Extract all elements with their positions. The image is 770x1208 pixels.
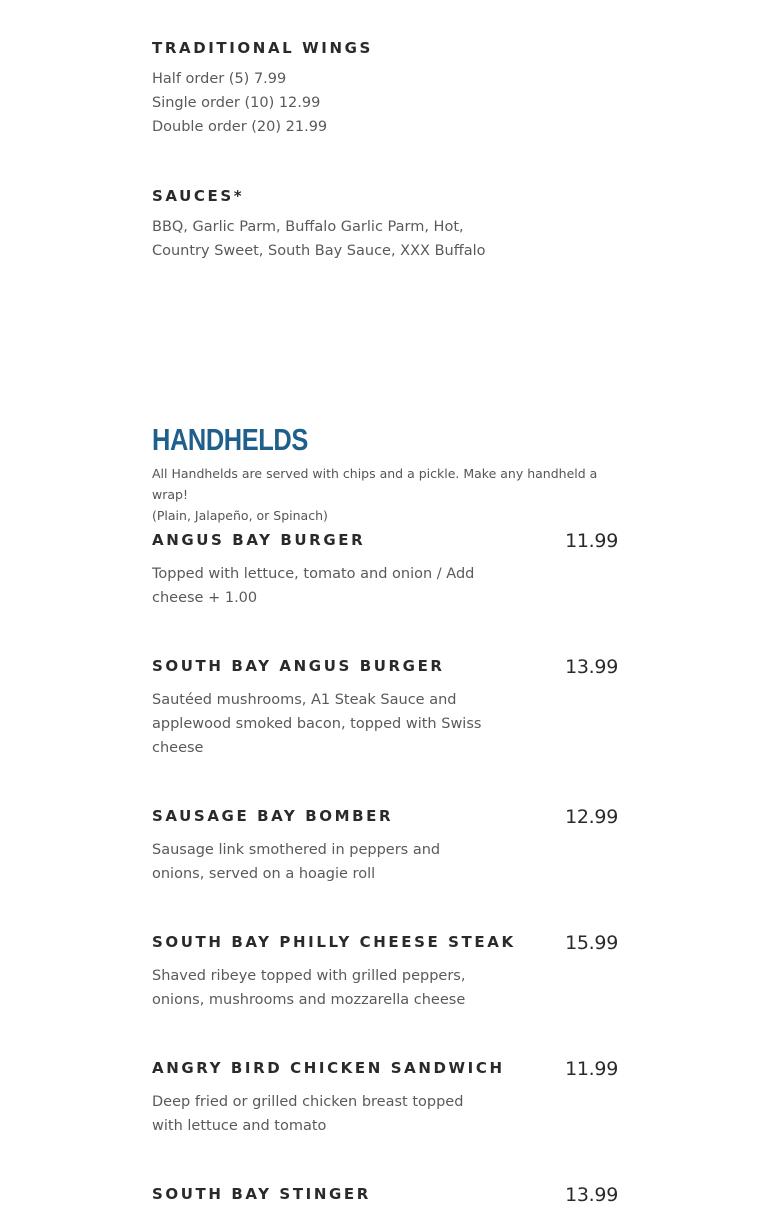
- wings-section: [152, 38, 618, 139]
- item-description: Sautéed mushrooms, A1 Steak Sauce and applewood smoked bacon, topped with Swiss cheese: [152, 692, 482, 756]
- sauces-line: BBQ, Garlic Parm, Buffalo Garlic Parm, Hot,: [152, 219, 464, 235]
- item-price: 13.99: [565, 1184, 618, 1206]
- wings-option: Half order (5) 7.99: [152, 71, 287, 87]
- item-price: 12.99: [565, 806, 618, 828]
- wings-options: [152, 67, 618, 139]
- section-note-line: All Handhelds are served with chips and a pickle. Make any handheld a wrap!: [152, 466, 598, 502]
- section-title: HANDHELDS: [152, 422, 308, 457]
- item-price: 13.99: [565, 656, 618, 678]
- item-description: Shaved ribeye topped with grilled peppers, onions, mushrooms and mozzarella cheese: [152, 968, 466, 1008]
- item-price: 11.99: [565, 1058, 618, 1080]
- item-name: SOUTH BAY ANGUS BURGER: [152, 657, 445, 675]
- sauces-line: Country Sweet, South Bay Sauce, XXX Buffalo: [152, 243, 486, 259]
- sauces-title: SAUCES*: [152, 187, 245, 205]
- wings-option: Double order (20) 21.99: [152, 119, 328, 135]
- handhelds-header: [152, 422, 618, 526]
- wings-option: Single order (10) 12.99: [152, 95, 321, 111]
- sauces-list: [152, 215, 618, 263]
- item-name: SAUSAGE BAY BOMBER: [152, 807, 394, 825]
- item-description: Topped with lettuce, tomato and onion / Add cheese + 1.00: [152, 566, 475, 606]
- item-name: SOUTH BAY PHILLY CHEESE STEAK: [152, 933, 516, 951]
- item-description: Sausage link smothered in peppers and onions, served on a hoagie roll: [152, 842, 441, 882]
- sauces-section: [152, 186, 618, 263]
- item-price: 15.99: [565, 932, 618, 954]
- wings-title: TRADITIONAL WINGS: [152, 39, 373, 57]
- item-name: SOUTH BAY STINGER: [152, 1185, 371, 1203]
- section-note: [152, 463, 618, 526]
- item-name: ANGRY BIRD CHICKEN SANDWICH: [152, 1059, 505, 1077]
- item-price: 11.99: [565, 530, 618, 552]
- section-note-line: (Plain, Jalapeño, or Spinach): [152, 508, 328, 523]
- item-description: Deep fried or grilled chicken breast topped with lettuce and tomato: [152, 1094, 464, 1134]
- item-name: ANGUS BAY BURGER: [152, 531, 366, 549]
